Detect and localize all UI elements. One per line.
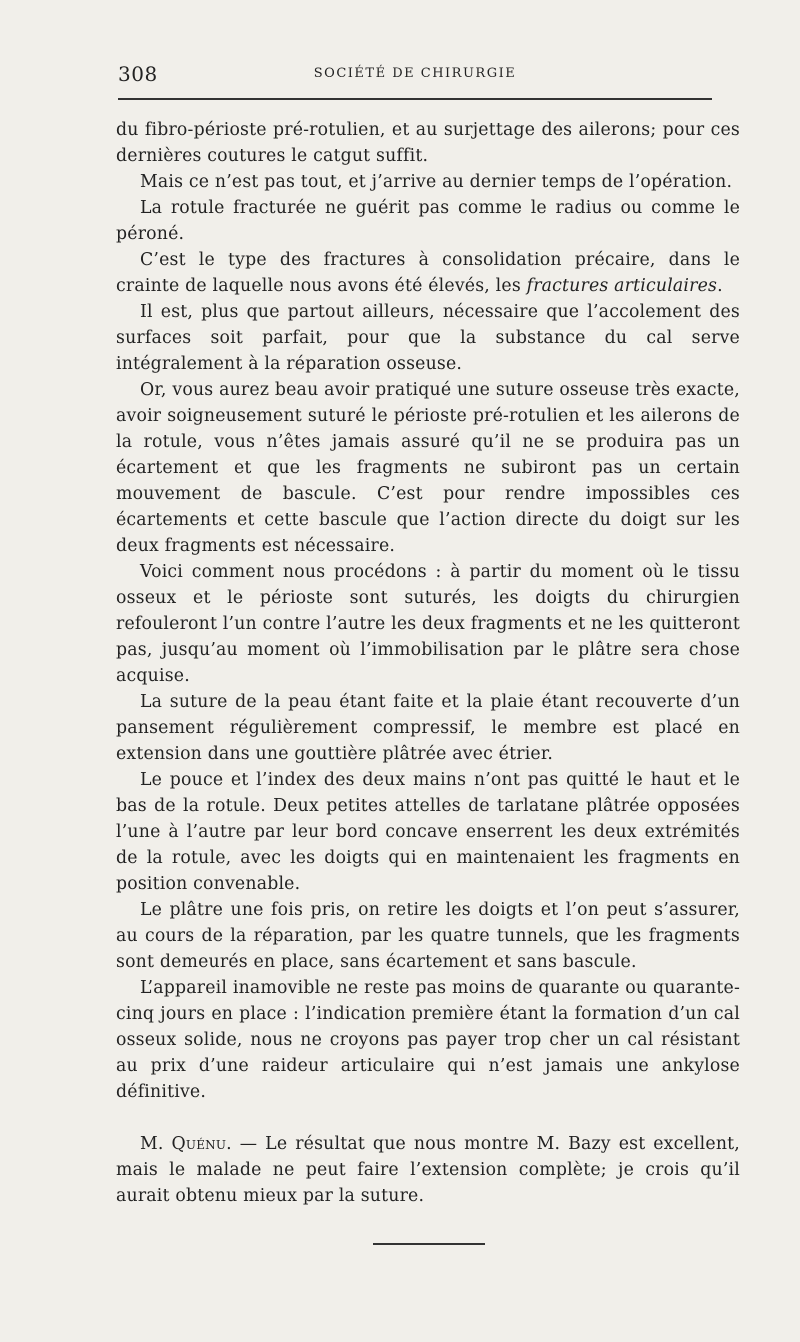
italic-term: fractures articulaires (526, 276, 718, 296)
paragraph: Le plâtre une fois pris, on retire les doigts et l’on peut s’assurer, au cours de la réparation, par les quatre tunnels, que les fragments sont demeurés en place, sans écartement et sans bascule. (116, 900, 740, 972)
paragraph: Le pouce et l’index des deux mains n’ont pas quitté le haut et le bas de la rotule. Deux petites attelles de tarlatane plâtrée opposées l’une à l’autre par leur bord concave enserrent les deux extrémités de la rotule, avec les doigts qui en maintenaient les fragments en position convenable. (116, 770, 740, 894)
paragraph-end: . (717, 276, 723, 296)
body-text (116, 117, 740, 1209)
discussion-paragraph (116, 1131, 740, 1209)
paragraph-continuation: du fibro-périoste pré-rotulien, et au surjettage des ailerons; pour ces dernières coutures le catgut suffit. (116, 120, 740, 166)
page-header (118, 62, 712, 84)
paragraph: Mais ce n’est pas tout, et j’arrive au dernier temps de l’opération. (140, 172, 733, 192)
running-title: SOCIÉTÉ DE CHIRURGIE (313, 66, 517, 81)
speaker-name: M. Quénu. (140, 1134, 232, 1154)
discussion-text: — Le résultat que nous montre M. Bazy est excellent, mais le malade ne peut faire l’extension complète; je crois qu’il aurait obtenu mieux par la suture. (116, 1134, 740, 1206)
paragraph: La suture de la peau étant faite et la plaie étant recouverte d’un pansement régulièrement compressif, le membre est placé en extension dans une gouttière plâtrée avec étrier. (116, 692, 740, 764)
paragraph-text: C’est le type des fractures à consolidation précaire, dans le crainte de laquelle nous avons été élevés, les (116, 250, 740, 296)
paragraph: Voici comment nous procédons : à partir du moment où le tissu osseux et le périoste sont suturés, les doigts du chirurgien refouleront l’un contre l’autre les deux fragments et ne les quitteront pas, jusqu’au moment où l’immobilisation par le plâtre sera chose acquise. (116, 562, 740, 686)
header-rule (118, 98, 712, 100)
end-rule (373, 1243, 485, 1245)
paragraph: L’appareil inamovible ne reste pas moins de quarante ou quarante-cinq jours en place : l’indication première étant la formation d’un cal osseux solide, nous ne croyons pas payer trop cher un cal résistant au prix d’une raideur articulaire qui n’est jamais une ankylose définitive. (116, 978, 740, 1102)
paragraph: Or, vous aurez beau avoir pratiqué une suture osseuse très exacte, avoir soigneusement suturé le périoste pré-rotulien et les ailerons de la rotule, vous n’êtes jamais assuré qu’il ne se produira pas un écartement et que les fragments ne subiront pas un certain mouvement de bascule. C’est pour rendre impossibles ces écartements et cette bascule que l’action directe du doigt sur les deux fragments est nécessaire. (116, 380, 740, 556)
paragraph-articular-fractures (116, 247, 740, 299)
paragraph: La rotule fracturée ne guérit pas comme le radius ou comme le péroné. (116, 198, 740, 244)
paragraph: Il est, plus que partout ailleurs, nécessaire que l’accolement des surfaces soit parfait, pour que la substance du cal serve intégralement à la réparation osseuse. (116, 302, 740, 374)
page-number: 308 (118, 62, 158, 86)
